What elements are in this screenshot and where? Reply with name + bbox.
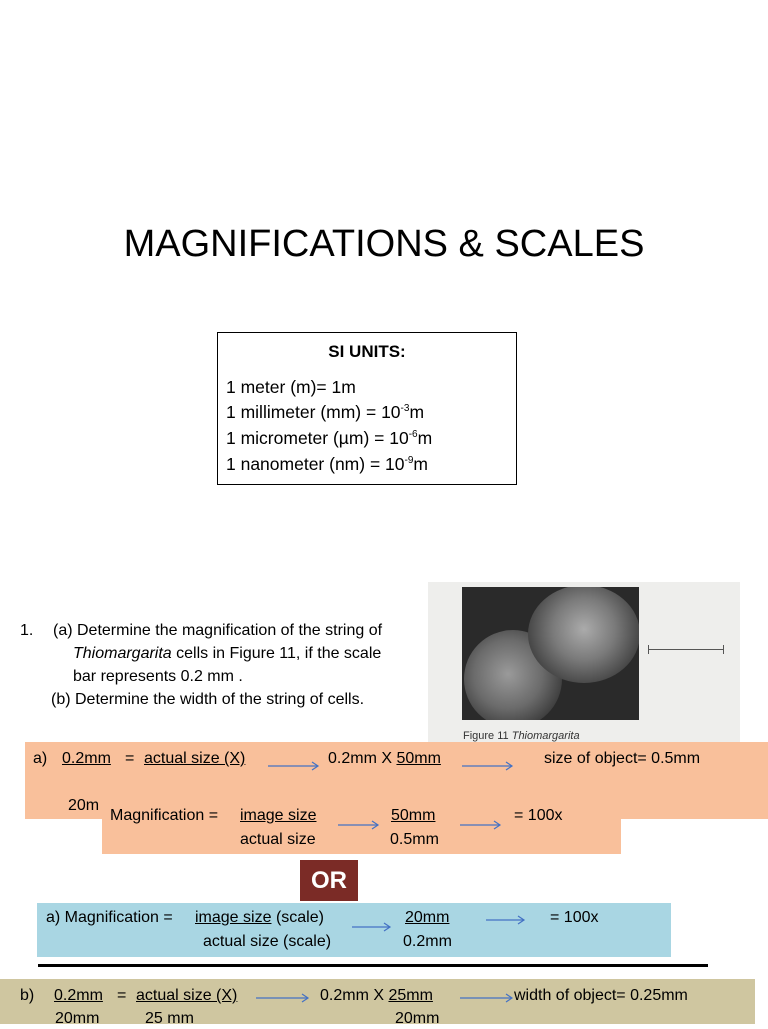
alt-value-numerator: 20mm [405,909,450,926]
arrow-icon [352,920,394,934]
answer-a-label: a) [33,750,48,767]
answer-b-denominator-2: 25 mm [145,1010,194,1027]
answer-a-denominator: 20m [68,797,100,814]
answer-b-step2: 0.2mm X 25mm [320,987,433,1004]
answer-b-denominator-1: 20mm [55,1010,100,1027]
arrow-icon [486,913,528,927]
answer-b-step2-denominator: 20mm [395,1010,440,1027]
si-line-millimeter: 1 millimeter $(mm) = 10^{-3}m$ [226,402,425,422]
magnification-value-denominator: 0.5mm [390,831,439,848]
arrow-icon [462,759,516,773]
magnification-numerator: image size [240,807,317,824]
answer-b-label: b) [20,987,35,1004]
arrow-icon [460,818,504,832]
alt-value-denominator: 0.2mm [403,933,452,950]
si-line-meter: 1 meter (m)= 1m [226,377,356,397]
arrow-icon [268,759,322,773]
figure-caption: Figure 11 Thiomargarita [463,730,580,742]
si-units-box [217,332,517,485]
magnification-label: Magnification = [110,807,219,824]
si-line-nanometer: 1 nanometer $(nm) = 10^{-9}m$ [226,454,428,474]
arrow-icon [460,991,516,1005]
answer-a-step2: 0.2mm X 50mm [328,750,441,767]
alt-magnification-denominator: actual size (scale) [203,933,332,950]
or-label: OR [300,860,358,901]
alt-magnification-numerator: image size (scale) [195,909,324,926]
magnification-denominator: actual size [240,831,316,848]
arrow-icon [256,991,312,1005]
answer-b-equals: = [117,987,127,1004]
si-units-heading: SI UNITS: [328,342,406,361]
si-line-micrometer: 1 micrometer $(\mu m) = 10^{-6}m$ [226,428,433,448]
question-b-line: (b) Determine the width of the string of cells. [51,691,365,708]
scale-bar [648,649,724,650]
cell-right [528,587,639,683]
answer-b-actual-size: actual size (X) [136,987,238,1004]
question-a-line3: bar represents 0.2 mm . [73,668,243,685]
answer-b-result: width of object= 0.25mm [514,987,688,1004]
micrograph-image [462,587,639,720]
answer-b-numerator: 0.2mm [54,987,103,1004]
answer-a-equals: = [125,750,135,767]
question-a-line1: (a) Determine the magnification of the string of [53,622,383,639]
figure-11 [428,582,740,742]
alt-magnification-label: a) Magnification = [46,909,173,926]
answer-a-numerator: 0.2mm [62,750,111,767]
alt-result: = 100x [550,909,599,926]
question-number: 1. [20,622,34,639]
page-title: MAGNIFICATIONS & SCALES [123,223,645,265]
magnification-value-numerator: 50mm [391,807,436,824]
arrow-icon [338,818,382,832]
question-a-line2: Thiomargarita cells in Figure 11, if the scale [73,645,382,662]
answer-a-actual-size: actual size (X) [144,750,246,767]
divider [38,964,708,967]
answer-a-result: size of object= 0.5mm [544,750,701,767]
magnification-result: = 100x [514,807,563,824]
